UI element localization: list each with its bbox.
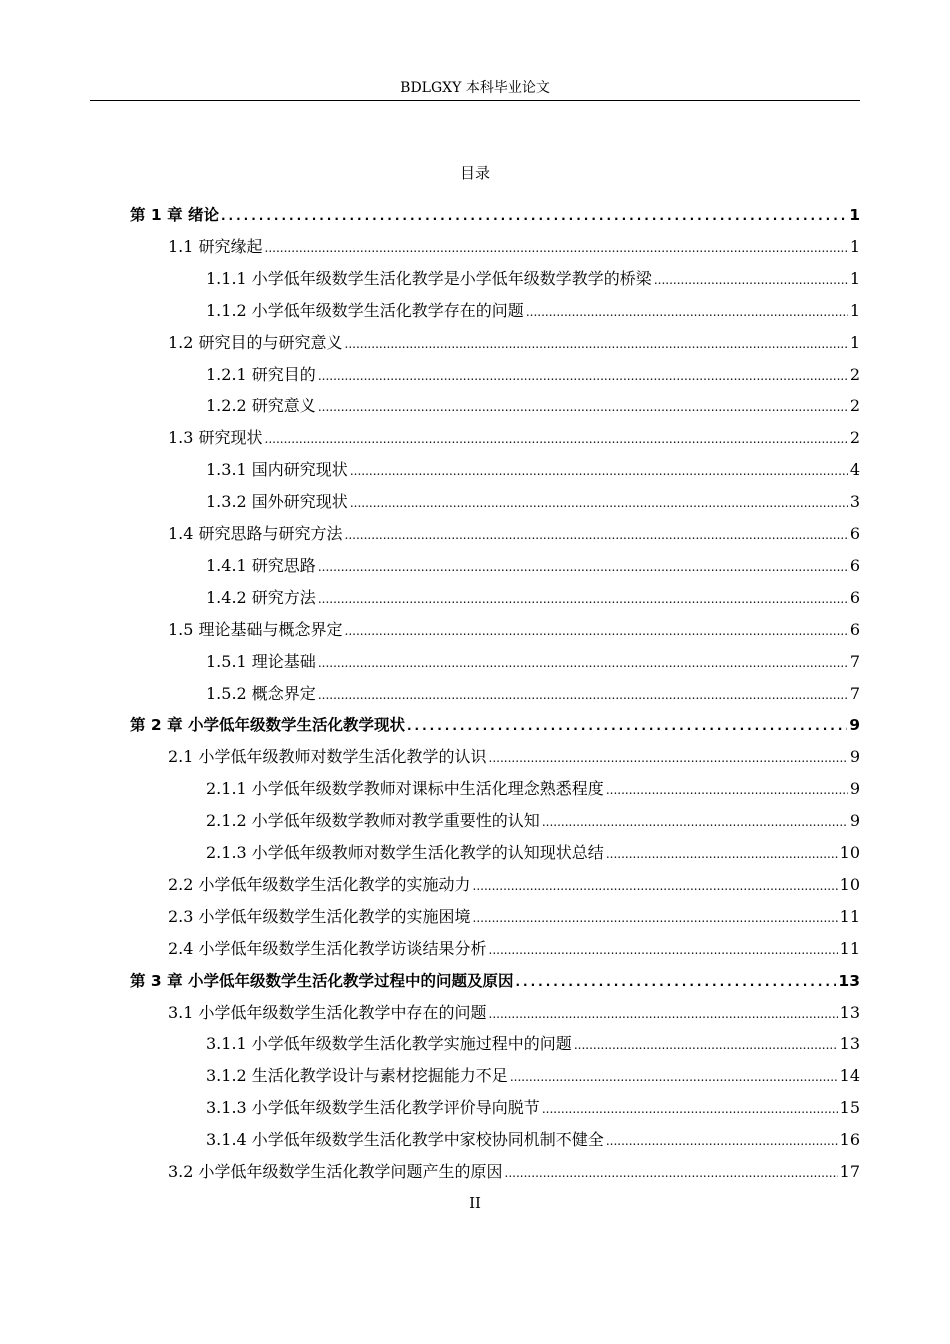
toc-entry[interactable] [0,613,860,641]
toc-entry-page: 6 [849,555,860,575]
toc-entry[interactable] [0,549,860,577]
toc-entry-page: 17 [839,1162,860,1181]
toc-entry-label: 3.1.3 小学低年级数学生活化教学评价导向脱节 [206,1098,540,1118]
toc-entry-page: 6 [849,619,860,639]
toc-entry-page: 7 [849,683,860,703]
dot-leader [526,306,848,318]
toc-entry-label: 2.1 小学低年级教师对数学生活化教学的认识 [168,747,487,767]
toc-entry-page: 2 [849,396,860,416]
dot-leader [473,912,838,924]
dot-leader [606,848,838,860]
dot-leader [265,242,848,254]
dot-leader [345,625,848,637]
toc-entry[interactable] [0,389,860,417]
toc-entry[interactable] [0,740,860,768]
toc-entry-label: 1.3.1 国内研究现状 [206,460,348,480]
dot-leader [407,720,847,732]
toc-entry-label: 1.1.2 小学低年级数学生活化教学存在的问题 [206,300,524,320]
dot-leader [345,529,848,541]
toc-entry[interactable] [0,485,860,513]
toc-entry-page: 14 [839,1066,860,1086]
toc-entry-page: 6 [849,587,860,607]
dot-leader [318,370,848,382]
toc-entry-page: 15 [839,1098,860,1118]
toc-entry-label: 1.2.1 研究目的 [206,364,316,384]
dot-leader [606,1135,838,1147]
toc-entry-label: 2.4 小学低年级数学生活化教学访谈结果分析 [168,938,487,958]
toc-entry-page: 1 [849,206,860,224]
dot-leader [505,1167,838,1179]
dot-leader [350,465,848,477]
toc-entry-label: 2.3 小学低年级数学生活化教学的实施困境 [168,906,471,926]
toc-entry[interactable] [0,677,860,705]
toc-entry-page: 1 [849,268,860,288]
toc-entry-label: 1.4.1 研究思路 [206,555,316,575]
toc-entry-label: 1.5 理论基础与概念界定 [168,619,343,639]
toc-entry[interactable] [0,1155,860,1183]
toc-entry-page: 6 [849,524,860,543]
dot-leader [318,657,848,669]
toc-entry-page: 2 [849,364,860,384]
toc-entry-label: 1.1.1 小学低年级数学生活化教学是小学低年级数学教学的桥梁 [206,268,652,288]
dot-leader [318,689,848,701]
toc-entry[interactable] [0,581,860,609]
dot-leader [654,274,848,286]
toc-entry[interactable] [0,1091,860,1119]
toc-entry-label: 1.1 研究缘起 [168,236,263,256]
toc-entry-label: 第 2 章 小学低年级数学生活化教学现状 [130,716,405,735]
dot-leader [318,593,848,605]
toc-entry-page: 9 [849,716,860,735]
toc-entry[interactable] [0,230,860,258]
toc-entry-label: 1.4.2 研究方法 [206,587,316,607]
toc-entry-label: 第 1 章 绪论 [130,206,219,224]
dot-leader [542,1103,838,1115]
toc-entry-label: 3.1.1 小学低年级数学生活化教学实施过程中的问题 [206,1034,572,1054]
toc-entry-label: 第 3 章 小学低年级数学生活化教学过程中的问题及原因 [130,971,514,990]
toc-entry-page: 4 [849,460,860,480]
toc-entry-label: 2.1.2 小学低年级数学教师对教学重要性的认知 [206,811,540,831]
toc-entry[interactable] [0,964,860,992]
toc-entry-label: 1.3 研究现状 [168,428,263,448]
dot-leader [345,338,848,350]
toc-entry[interactable] [0,358,860,386]
toc-entry-page: 9 [849,811,860,831]
toc-entry-page: 2 [849,428,860,448]
toc-entry-label: 1.5.2 概念界定 [206,683,316,703]
toc-entry-label: 1.2.2 研究意义 [206,396,316,416]
toc-entry[interactable] [0,1123,860,1151]
toc-entry-page: 11 [839,938,860,958]
toc-entry[interactable] [0,804,860,832]
dot-leader [350,497,848,509]
toc-entry-page: 10 [839,843,860,862]
toc-entry[interactable] [0,517,860,545]
toc-entry[interactable] [0,900,860,928]
dot-leader [318,401,848,413]
toc-entry-label: 1.3.2 国外研究现状 [206,492,348,512]
dot-leader [489,944,838,956]
toc-entry-label: 3.2 小学低年级数学生活化教学问题产生的原因 [168,1162,503,1181]
toc-entry[interactable] [0,708,860,736]
toc-entry[interactable] [0,645,860,673]
toc-entry[interactable] [0,262,860,290]
dot-leader [489,1008,838,1020]
toc-entry-page: 7 [849,651,860,671]
toc-entry-page: 13 [839,1034,860,1054]
dot-leader [542,816,848,828]
toc-entry-page: 13 [839,1002,860,1022]
toc-entry[interactable] [0,1027,860,1055]
toc-entry-label: 1.4 研究思路与研究方法 [168,524,343,543]
toc-entry-page: 1 [849,300,860,320]
toc-entry-page: 9 [849,779,860,799]
dot-leader [574,1039,838,1051]
dot-leader [515,976,836,988]
dot-leader [221,210,847,222]
toc-entry-label: 2.1.3 小学低年级教师对数学生活化教学的认知现状总结 [206,843,604,862]
toc-entry[interactable] [0,868,860,896]
toc-entry[interactable] [0,198,860,226]
page-number: II [469,1194,481,1212]
toc-title: 目录 [459,164,490,182]
dot-leader [318,561,848,573]
toc-entry-page: 13 [838,971,860,990]
toc-entry-page: 3 [849,492,860,512]
dot-leader [265,433,848,445]
dot-leader [606,784,848,796]
toc-entry-label: 2.2 小学低年级数学生活化教学的实施动力 [168,874,471,894]
toc-entry-page: 11 [839,906,860,926]
toc-entry-label: 1.2 研究目的与研究意义 [168,332,343,352]
toc-entry-label: 3.1.4 小学低年级数学生活化教学中家校协同机制不健全 [206,1130,604,1150]
dot-leader [473,880,838,892]
toc-entry[interactable] [0,836,860,864]
header-rule [90,100,860,101]
dot-leader [510,1071,838,1083]
toc-entry[interactable] [0,932,860,960]
toc-entry-label: 3.1 小学低年级数学生活化教学中存在的问题 [168,1002,487,1022]
toc-entry-page: 9 [849,747,860,767]
toc-entry-page: 16 [839,1130,860,1150]
toc-entry[interactable] [0,453,860,481]
toc-entry-label: 1.5.1 理论基础 [206,651,316,671]
toc-entry[interactable] [0,772,860,800]
toc-entry[interactable] [0,326,860,354]
toc-entry-page: 10 [839,874,860,894]
toc-entry-page: 1 [849,332,860,352]
toc-entry[interactable] [0,996,860,1024]
toc-entry[interactable] [0,421,860,449]
toc-entry[interactable] [0,1059,860,1087]
toc-entry-label: 2.1.1 小学低年级数学教师对课标中生活化理念熟悉程度 [206,779,604,799]
toc-entry-label: 3.1.2 生活化教学设计与素材挖掘能力不足 [206,1066,508,1086]
dot-leader [489,752,848,764]
toc-entry[interactable] [0,294,860,322]
toc-entry-page: 1 [849,236,860,256]
running-header: BDLGXY 本科毕业论文 [400,80,550,96]
